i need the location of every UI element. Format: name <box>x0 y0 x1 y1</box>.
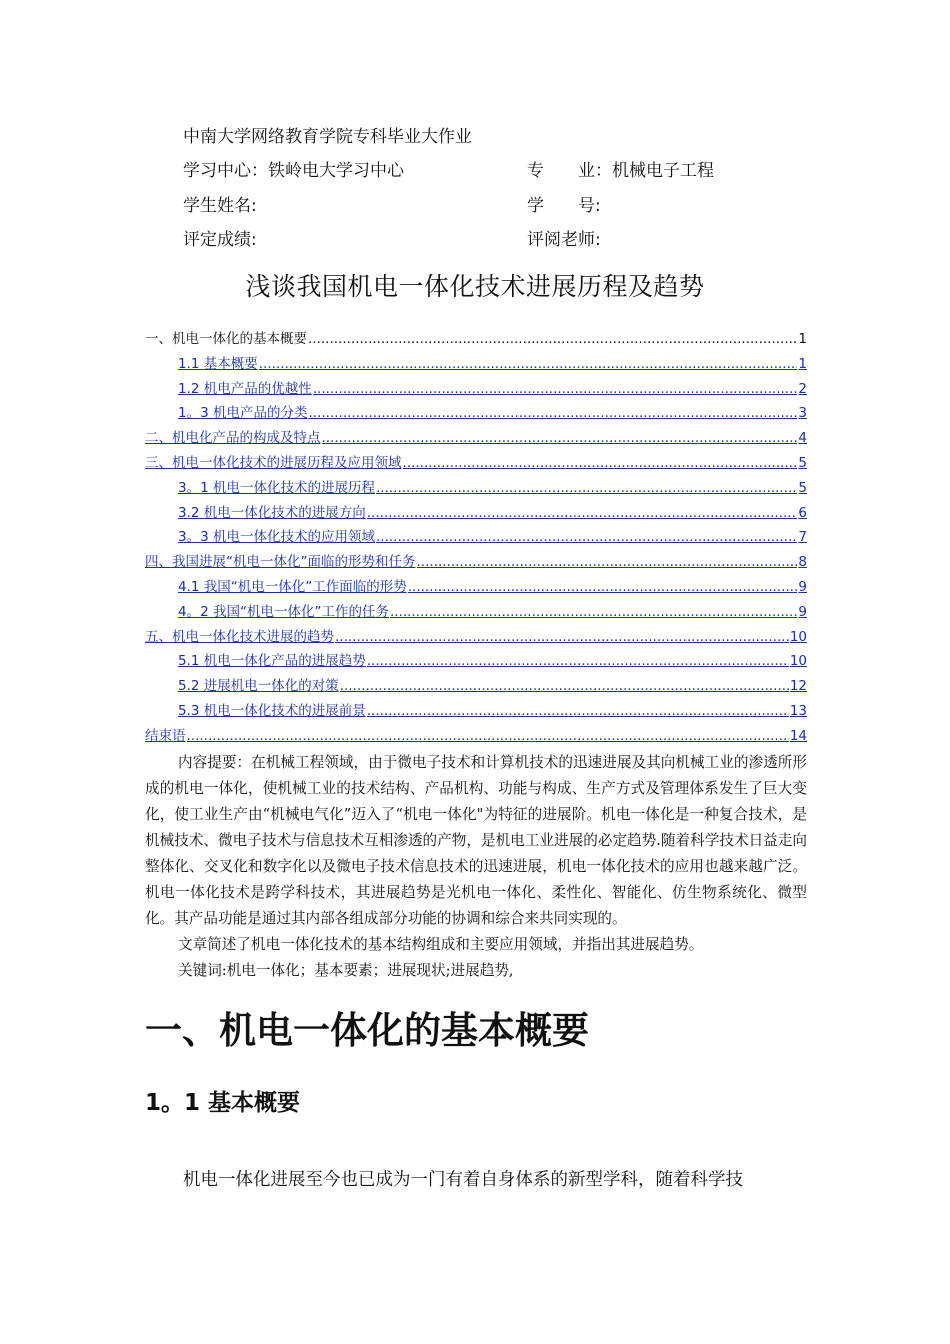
section-heading: 一、机电一体化的基本概要 <box>145 1009 589 1052</box>
toc-entry-title: 四、我国进展“机电一体化”面临的形势和任务 <box>145 554 416 571</box>
toc-entry[interactable] <box>145 625 807 650</box>
study-center-label: 学习中心：铁岭电大学习中心 <box>183 161 404 181</box>
toc-leader-dots <box>322 426 798 451</box>
toc-entry-page: 5 <box>798 479 807 496</box>
school-header: 中南大学网络教育学院专科毕业大作业 <box>183 127 472 147</box>
toc-entry-title: 1。3 机电产品的分类 <box>178 405 308 422</box>
toc-entry-page: 3 <box>798 405 807 422</box>
toc-leader-dots <box>390 600 797 625</box>
toc-entry-page: 13 <box>789 702 807 719</box>
keywords-text: :机电一体化；基本要素；进展现状;进展趋势, <box>221 962 514 979</box>
abstract-section <box>145 750 807 984</box>
toc-entry-title: 五、机电一体化技术进展的趋势 <box>145 628 334 645</box>
toc-entry-title: 一、机电一体化的基本概要 <box>145 331 307 347</box>
toc-entry[interactable] <box>145 575 807 600</box>
toc-leader-dots <box>403 451 798 476</box>
toc-entry[interactable] <box>145 476 807 501</box>
toc-entry-page: 7 <box>798 529 807 546</box>
keywords-label: 关键词 <box>178 962 222 979</box>
reviewer-label: 评阅老师: <box>527 230 601 250</box>
toc-entry-title: 结束语 <box>145 727 186 744</box>
toc-entry-page: 5 <box>798 454 807 471</box>
toc-leader-dots <box>376 525 797 550</box>
toc-leader-dots <box>187 724 789 749</box>
toc-leader-dots <box>335 625 789 650</box>
toc-entry[interactable] <box>145 724 807 749</box>
toc-entry[interactable] <box>145 674 807 699</box>
toc-entry[interactable] <box>145 377 807 402</box>
toc-leader-dots <box>376 476 797 501</box>
toc-entry[interactable] <box>145 426 807 451</box>
toc-leader-dots <box>417 550 798 575</box>
toc-entry-title: 5.2 进展机电一体化的对策 <box>178 678 339 695</box>
toc-entry-page: 14 <box>789 727 807 744</box>
toc-entry[interactable] <box>145 501 807 526</box>
toc-leader-dots <box>340 674 789 699</box>
abstract-label: 内容提要 <box>178 754 237 771</box>
toc-leader-dots <box>367 501 798 526</box>
toc-entry-page: 9 <box>798 603 807 620</box>
toc-leader-dots <box>313 377 798 402</box>
toc-entry <box>145 327 807 352</box>
toc-entry-page: 8 <box>798 554 807 571</box>
toc-entry-page: 1 <box>798 331 807 347</box>
subsection-heading: 1。1 基本概要 <box>145 1090 301 1116</box>
toc-entry-title: 1.2 机电产品的优越性 <box>178 380 312 397</box>
toc-entry[interactable] <box>145 649 807 674</box>
body-paragraph: 机电一体化进展至今也已成为一门有着自身体系的新型学科，随着科学技 <box>183 1170 743 1190</box>
toc-entry[interactable] <box>145 401 807 426</box>
toc-entry-title: 5.1 机电一体化产品的进展趋势 <box>178 653 366 670</box>
toc-entry-title: 1.1 基本概要 <box>178 355 258 372</box>
toc-leader-dots <box>367 699 789 724</box>
table-of-contents <box>145 327 807 749</box>
toc-entry[interactable] <box>145 600 807 625</box>
abstract-summary: 文章简述了机电一体化技术的基本结构组成和主要应用领域，并指出其进展趋势。 <box>178 936 704 953</box>
toc-entry-title: 三、机电一体化技术的进展历程及应用领域 <box>145 454 402 471</box>
toc-entry[interactable] <box>145 550 807 575</box>
toc-entry[interactable] <box>145 451 807 476</box>
toc-entry-title: 二、机电化产品的构成及特点 <box>145 430 321 447</box>
toc-leader-dots <box>308 327 797 352</box>
toc-entry[interactable] <box>145 525 807 550</box>
toc-entry-title: 3。1 机电一体化技术的进展历程 <box>178 479 375 496</box>
toc-entry-page: 9 <box>798 578 807 595</box>
toc-entry-title: 4。2 我国“机电一体化”工作的任务 <box>178 603 389 620</box>
toc-entry-page: 10 <box>789 653 807 670</box>
toc-leader-dots <box>408 575 798 600</box>
toc-leader-dots <box>259 352 798 377</box>
toc-entry-title: 4.1 我国“机电一体化”工作面临的形势 <box>178 578 407 595</box>
toc-entry[interactable] <box>145 699 807 724</box>
student-id-label: 学 号: <box>527 196 601 216</box>
grade-label: 评定成绩: <box>183 230 257 250</box>
toc-entry-title: 3。3 机电一体化技术的应用领域 <box>178 529 375 546</box>
student-name-label: 学生姓名: <box>183 196 257 216</box>
toc-leader-dots <box>308 401 797 426</box>
toc-entry-page: 1 <box>798 355 807 372</box>
toc-leader-dots <box>367 649 789 674</box>
toc-entry-page: 12 <box>789 678 807 695</box>
toc-entry-title: 3.2 机电一体化技术的进展方向 <box>178 504 366 521</box>
toc-entry-page: 4 <box>798 430 807 447</box>
abstract-text: ：在机械工程领域，由于微电子技术和计算机技术的迅速进展及其向机械工业的渗透所形成的机电一体化，使机械工业的技术结构、产品机构、功能与构成、生产方式及管理体系发生了巨大变化，使工业生产由“机械电气化”迈入了“机电一体化"为特征的进展阶。机电一体化是一种复合技术，是机械技术、微电子技术与信息技术互相渗透的产物，是机电工业进展的必定趋势.随着科学技术日益走向整体化、交叉化和数字化以及微电子技术信息技术的迅速进展，机电一体化技术的应用也越来越广泛。机电一体化技术是跨学科技术，其进展趋势是光机电一体化、柔性化、智能化、仿生物系统化、微型化。其产品功能是通过其内部各组成部分功能的协调和综合来共同实现的。 <box>145 754 807 927</box>
toc-entry-title: 5.3 机电一体化技术的进展前景 <box>178 702 366 719</box>
abstract-paragraph <box>145 750 807 932</box>
toc-entry[interactable] <box>145 352 807 377</box>
document-title: 浅谈我国机电一体化技术进展历程及趋势 <box>245 272 705 301</box>
keywords-paragraph <box>145 958 807 984</box>
major-label: 专 业：机械电子工程 <box>527 161 714 181</box>
toc-entry-page: 6 <box>798 504 807 521</box>
toc-entry-page: 2 <box>798 380 807 397</box>
toc-entry-page: 10 <box>789 628 807 645</box>
